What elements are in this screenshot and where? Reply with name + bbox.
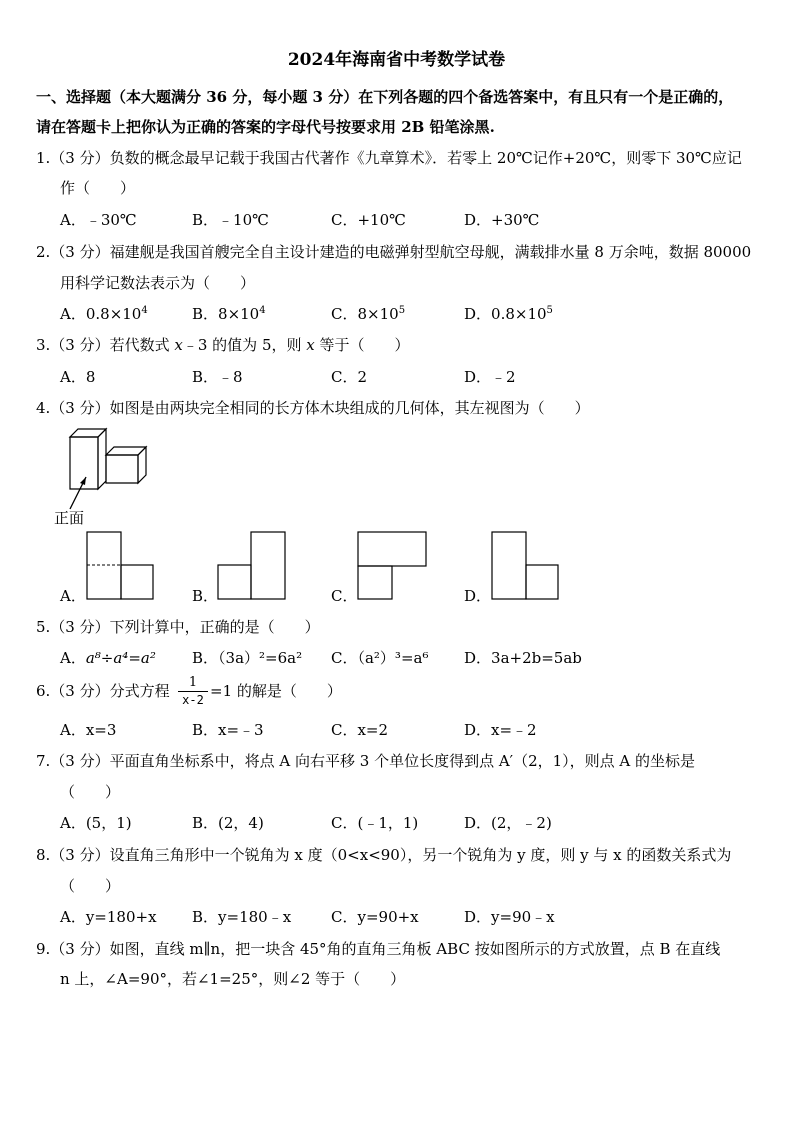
q3-option-c: C．2 [331,368,368,386]
q2-stem-line1: 2.（3 分）福建舰是我国首艘完全自主设计建造的电磁弹射型航空母舰，满载排水量 8 万余吨，数据 80000 [36,243,752,261]
q2-option-d: D．$0.8\times 10^5$ [464,305,553,323]
q9-stem-line1: 9.（3 分）如图，直线 m∥n，把一块含 45°角的直角三角板 ABC 按如图所示的方式放置，点 B 在直线 [36,940,721,958]
q7-option-b: B．(2，4) [192,814,264,832]
q8-option-c: C．y=90+x [331,908,419,926]
q4-solid-figure [52,425,162,520]
q5-option-a: A．a⁸÷a⁴=a² [60,649,156,667]
page-title: 2024年海南省中考数学试卷 [287,50,506,70]
q4-option-d: D． [464,587,492,605]
q6-option-a: A．x=3 [60,721,117,739]
q4-option-a: A． [60,587,86,605]
q7-stem-line2: （ ） [60,783,121,801]
q1-option-a: A．﹣30℃ [60,211,137,229]
q7-option-a: A．(5，1) [60,814,132,832]
q8-option-d: D．y=90﹣x [464,908,555,926]
section-heading-line1: 一、选择题（本大题满分 36 分，每小题 3 分）在下列各题的四个备选答案中，有且只有一个是正确的， [36,88,734,106]
q6-option-c: C．x=2 [331,721,389,739]
q1-option-b: B．﹣10℃ [192,211,269,229]
q7-option-c: C．(﹣1，1) [331,814,419,832]
section-heading-line2: 请在答题卡上把你认为正确的答案的字母代号按要求用 2B 铅笔涂黑. [36,118,495,136]
q5-option-c: C．（a²）³=a⁶ [331,649,429,667]
q8-stem-line1: 8.（3 分）设直角三角形中一个锐角为 x 度（0<x<90），另一个锐角为 y 度，则 y 与 x 的函数关系式为 [36,846,732,864]
q2-option-a: A．$0.8\times 10^4$ [60,305,148,323]
q6-fraction [178,675,208,708]
q3-option-a: A．8 [60,368,96,386]
q1-option-d: D．+30℃ [464,211,540,229]
q4-option-d-figure [491,531,561,601]
front-label: 正面 [54,509,85,527]
q1-stem-line2: 作（ ） [60,179,136,197]
q6-stem-pre: 6.（3 分）分式方程 [36,682,170,700]
q2-option-b: B．$8\times 10^4$ [192,305,266,323]
q7-stem-line1: 7.（3 分）平面直角坐标系中，将点 A 向右平移 3 个单位长度得到点 A′（2，1），则点 A 的坐标是 [36,752,696,770]
q2-option-c: C．$8\times 10^5$ [331,305,406,323]
q4-option-c: C． [331,587,358,605]
q4-stem: 4.（3 分）如图是由两块完全相同的长方体木块组成的几何体，其左视图为（ ） [36,399,590,417]
q1-option-c: C．+10℃ [331,211,406,229]
q5-stem: 5.（3 分）下列计算中，正确的是（ ） [36,618,320,636]
q8-option-b: B．y=180﹣x [192,908,292,926]
q3-option-d: D．﹣2 [464,368,516,386]
q4-option-c-figure [357,531,429,601]
q4-option-a-figure [86,531,156,601]
q4-option-b: B． [192,587,219,605]
q8-option-a: A．y=180+x [60,908,157,926]
q6-option-b: B．x=﹣3 [192,721,264,739]
q6-fraction-denominator: x-2 [182,693,204,707]
q6-stem-post: =1 的解是（ ） [210,682,342,700]
q3-option-b: B．﹣8 [192,368,243,386]
q1-stem-line1: 1.（3 分）负数的概念最早记载于我国古代著作《九章算术》．若零上 20℃记作+20℃，则零下 30℃应记 [36,149,742,167]
q3-stem: 3.（3 分）若代数式 x﹣3 的值为 5，则 x 等于（ ） [36,336,410,354]
q6-fraction-numerator: 1 [178,675,208,692]
q7-option-d: D．(2，﹣2) [464,814,552,832]
q5-option-b: B．（3a）²=6a² [192,649,303,667]
q9-stem-line2: n 上，∠A=90°，若∠1=25°，则∠2 等于（ ） [60,970,406,988]
q4-option-b-figure [217,531,287,601]
q8-stem-line2: （ ） [60,877,121,895]
q6-option-d: D．x=﹣2 [464,721,537,739]
q5-option-d: D．3a+2b=5ab [464,649,582,667]
q2-stem-line2: 用科学记数法表示为（ ） [60,274,256,292]
